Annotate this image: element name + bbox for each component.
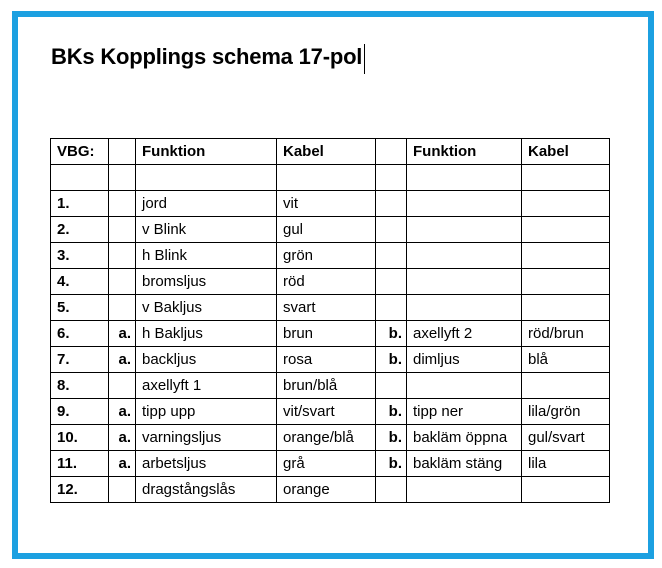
- pin-number-cell: 1.: [51, 191, 109, 217]
- sub-b-cell: [376, 295, 407, 321]
- sub-b-cell: b.: [376, 399, 407, 425]
- pin-number-cell: 8.: [51, 373, 109, 399]
- sub-a-cell: a.: [109, 451, 136, 477]
- text-cursor: [364, 44, 365, 74]
- cable-b-cell: [522, 217, 610, 243]
- sub-b-cell: b.: [376, 321, 407, 347]
- sub-a-cell: a.: [109, 425, 136, 451]
- function-b-cell: [407, 373, 522, 399]
- cable-a-cell: svart: [277, 295, 376, 321]
- sub-b-cell: [376, 477, 407, 503]
- header-vbg: VBG:: [51, 139, 109, 165]
- cable-b-cell: röd/brun: [522, 321, 610, 347]
- header-kabel-a: Kabel: [277, 139, 376, 165]
- function-b-cell: axellyft 2: [407, 321, 522, 347]
- wiring-table: [50, 138, 610, 503]
- table-row: [51, 165, 610, 191]
- header-funktion-b: Funktion: [407, 139, 522, 165]
- pin-number-cell: 5.: [51, 295, 109, 321]
- table-header-row: [51, 139, 610, 165]
- header-kabel-b: Kabel: [522, 139, 610, 165]
- sub-b-cell: [376, 373, 407, 399]
- sub-a-cell: a.: [109, 321, 136, 347]
- table-row: [51, 243, 610, 269]
- function-b-cell: [407, 477, 522, 503]
- sub-a-cell: [109, 191, 136, 217]
- sub-a-cell: a.: [109, 347, 136, 373]
- header-funktion-a: Funktion: [136, 139, 277, 165]
- cable-a-cell: gul: [277, 217, 376, 243]
- cable-a-cell: grå: [277, 451, 376, 477]
- function-a-cell: axellyft 1: [136, 373, 277, 399]
- pin-number-cell: 9.: [51, 399, 109, 425]
- pin-number-cell: 10.: [51, 425, 109, 451]
- function-a-cell: tipp upp: [136, 399, 277, 425]
- document-title: BKs Kopplings schema 17-pol: [51, 44, 363, 69]
- function-b-cell: [407, 295, 522, 321]
- sub-b-cell: b.: [376, 451, 407, 477]
- function-b-cell: [407, 191, 522, 217]
- cable-b-cell: [522, 477, 610, 503]
- cable-b-cell: [522, 373, 610, 399]
- sub-a-cell: [109, 269, 136, 295]
- cable-b-cell: [522, 269, 610, 295]
- cable-a-cell: röd: [277, 269, 376, 295]
- pin-number-cell: 6.: [51, 321, 109, 347]
- sub-b-cell: [376, 165, 407, 191]
- sub-a-cell: [109, 295, 136, 321]
- cable-a-cell: vit/svart: [277, 399, 376, 425]
- sub-b-cell: [376, 191, 407, 217]
- pin-number-cell: 3.: [51, 243, 109, 269]
- cable-a-cell: [277, 165, 376, 191]
- table-row: [51, 295, 610, 321]
- sub-b-cell: b.: [376, 425, 407, 451]
- sub-b-cell: [376, 269, 407, 295]
- sub-a-cell: [109, 477, 136, 503]
- cable-a-cell: brun: [277, 321, 376, 347]
- header-sub-b: [376, 139, 407, 165]
- table-row: [51, 425, 610, 451]
- cable-a-cell: vit: [277, 191, 376, 217]
- function-a-cell: v Bakljus: [136, 295, 277, 321]
- cable-b-cell: [522, 191, 610, 217]
- table-row: [51, 451, 610, 477]
- pin-number-cell: 11.: [51, 451, 109, 477]
- function-b-cell: bakläm stäng: [407, 451, 522, 477]
- function-a-cell: v Blink: [136, 217, 277, 243]
- function-a-cell: varningsljus: [136, 425, 277, 451]
- cable-a-cell: grön: [277, 243, 376, 269]
- table-row: [51, 269, 610, 295]
- function-a-cell: h Blink: [136, 243, 277, 269]
- table-row: [51, 217, 610, 243]
- table-row: [51, 373, 610, 399]
- cable-a-cell: brun/blå: [277, 373, 376, 399]
- table-row: [51, 399, 610, 425]
- function-a-cell: bromsljus: [136, 269, 277, 295]
- function-b-cell: [407, 217, 522, 243]
- function-b-cell: [407, 269, 522, 295]
- function-a-cell: [136, 165, 277, 191]
- cable-b-cell: [522, 295, 610, 321]
- cable-b-cell: [522, 165, 610, 191]
- cable-b-cell: lila: [522, 451, 610, 477]
- table-row: [51, 321, 610, 347]
- sub-b-cell: [376, 217, 407, 243]
- sub-a-cell: [109, 373, 136, 399]
- pin-number-cell: [51, 165, 109, 191]
- table-row: [51, 191, 610, 217]
- header-sub-a: [109, 139, 136, 165]
- function-b-cell: bakläm öppna: [407, 425, 522, 451]
- sub-b-cell: b.: [376, 347, 407, 373]
- function-b-cell: [407, 165, 522, 191]
- function-b-cell: dimljus: [407, 347, 522, 373]
- function-a-cell: jord: [136, 191, 277, 217]
- function-a-cell: arbetsljus: [136, 451, 277, 477]
- cable-b-cell: [522, 243, 610, 269]
- sub-a-cell: [109, 217, 136, 243]
- pin-number-cell: 12.: [51, 477, 109, 503]
- pin-number-cell: 7.: [51, 347, 109, 373]
- cable-a-cell: rosa: [277, 347, 376, 373]
- cable-a-cell: orange: [277, 477, 376, 503]
- cable-b-cell: gul/svart: [522, 425, 610, 451]
- table-row: [51, 347, 610, 373]
- function-a-cell: dragstångslås: [136, 477, 277, 503]
- pin-number-cell: 2.: [51, 217, 109, 243]
- sub-b-cell: [376, 243, 407, 269]
- cable-b-cell: lila/grön: [522, 399, 610, 425]
- sub-a-cell: a.: [109, 399, 136, 425]
- function-a-cell: h Bakljus: [136, 321, 277, 347]
- pin-number-cell: 4.: [51, 269, 109, 295]
- cable-a-cell: orange/blå: [277, 425, 376, 451]
- sub-a-cell: [109, 243, 136, 269]
- sub-a-cell: [109, 165, 136, 191]
- function-b-cell: [407, 243, 522, 269]
- table-row: [51, 477, 610, 503]
- function-a-cell: backljus: [136, 347, 277, 373]
- function-b-cell: tipp ner: [407, 399, 522, 425]
- cable-b-cell: blå: [522, 347, 610, 373]
